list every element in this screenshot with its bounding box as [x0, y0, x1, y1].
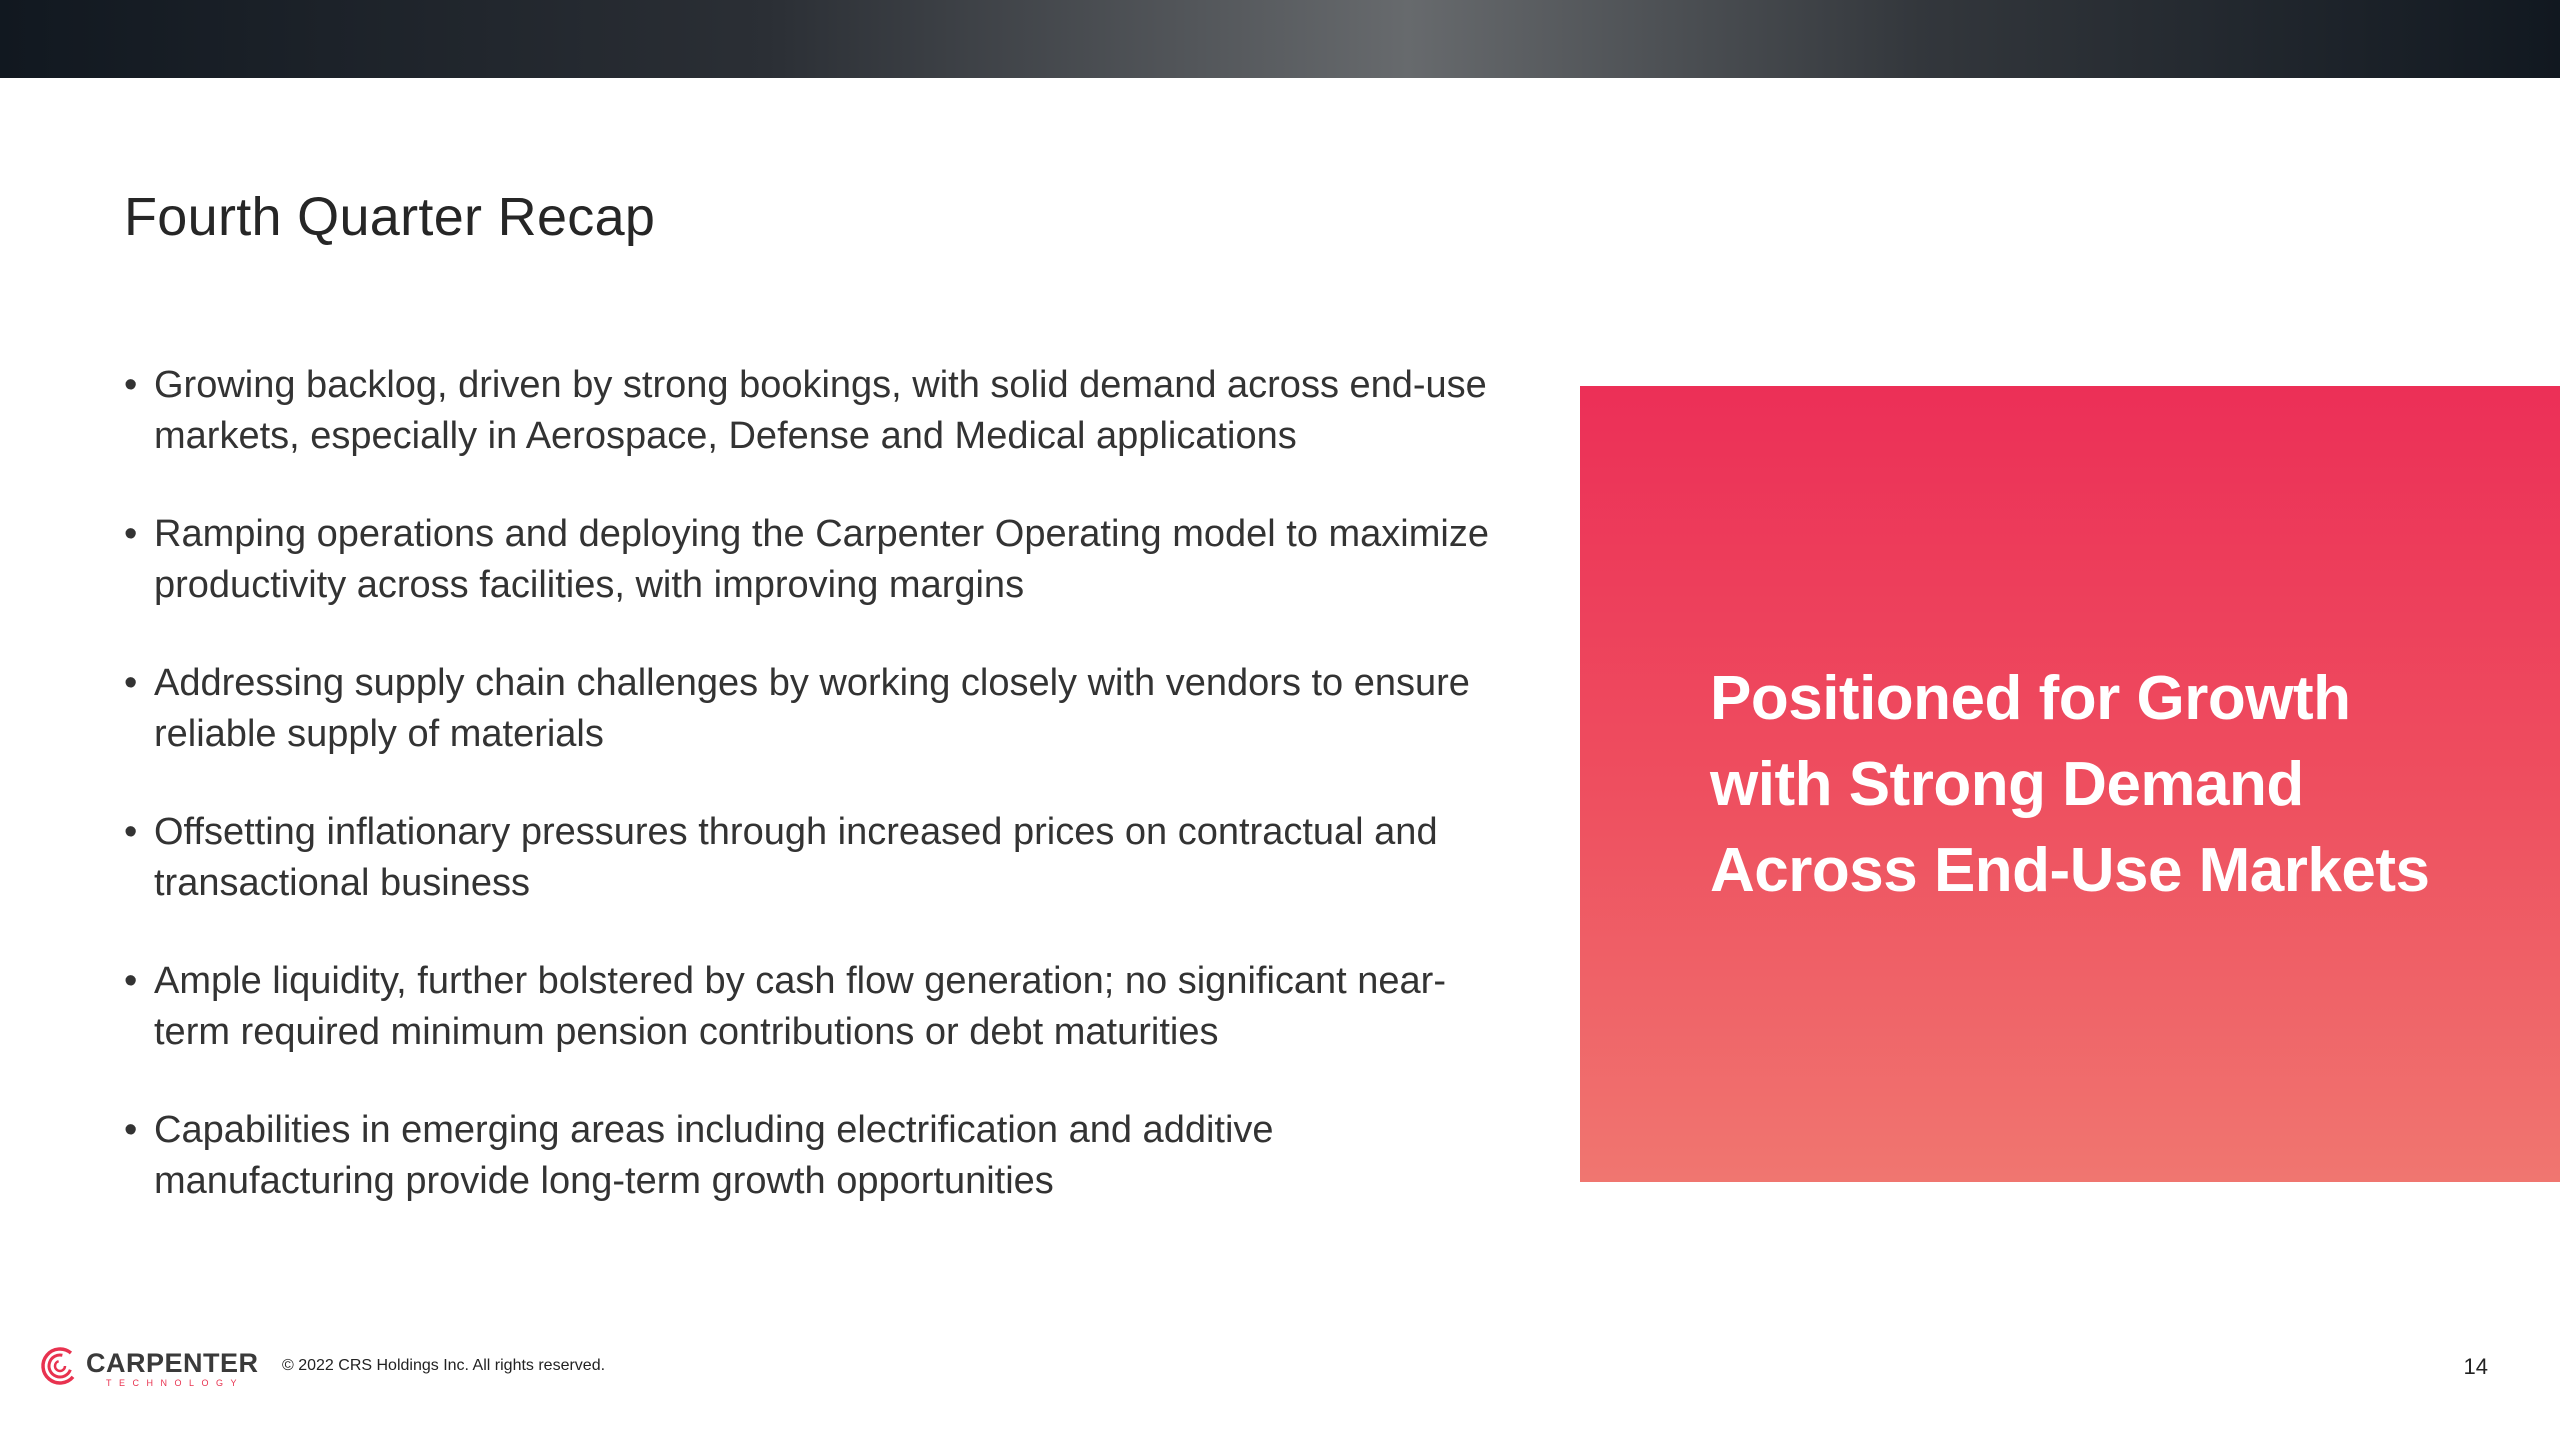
logo-wordmark: CARPENTER [86, 1348, 259, 1378]
callout-line: Across End-Use Markets [1710, 836, 2430, 905]
bullet-list [124, 360, 1504, 1254]
slide-title: Fourth Quarter Recap [124, 187, 656, 247]
bullet-item: • Addressing supply chain challenges by working closely with vendors to ensure reliable supply of materials [124, 658, 1504, 760]
bullet-item: • Ramping operations and deploying the Carpenter Operating model to maximize productivity across facilities, with improving margins [124, 509, 1504, 611]
header-gradient-bar [0, 0, 2560, 78]
bullet-item: • Ample liquidity, further bolstered by cash flow generation; no significant near-term required minimum pension contributions or debt maturities [124, 956, 1504, 1058]
callout-box [1580, 386, 2560, 1182]
bullet-item: • Growing backlog, driven by strong bookings, with solid demand across end-use markets, especially in Aerospace, Defense and Medical applications [124, 360, 1504, 462]
carpenter-logo-icon [40, 1346, 80, 1386]
callout-text [1710, 656, 2510, 914]
callout-line: Positioned for Growth [1710, 664, 2351, 733]
callout-line: with Strong Demand [1710, 750, 2304, 819]
company-logo [40, 1344, 270, 1392]
bullet-item: • Capabilities in emerging areas including electrification and additive manufacturing provide long-term growth opportunities [124, 1105, 1504, 1207]
copyright-notice: © 2022 CRS Holdings Inc. All rights reserved. [282, 1357, 606, 1374]
page-number: 14 [2463, 1354, 2488, 1379]
bullet-item: • Offsetting inflationary pressures through increased prices on contractual and transactional business [124, 807, 1504, 909]
logo-subtitle: TECHNOLOGY [106, 1378, 245, 1388]
